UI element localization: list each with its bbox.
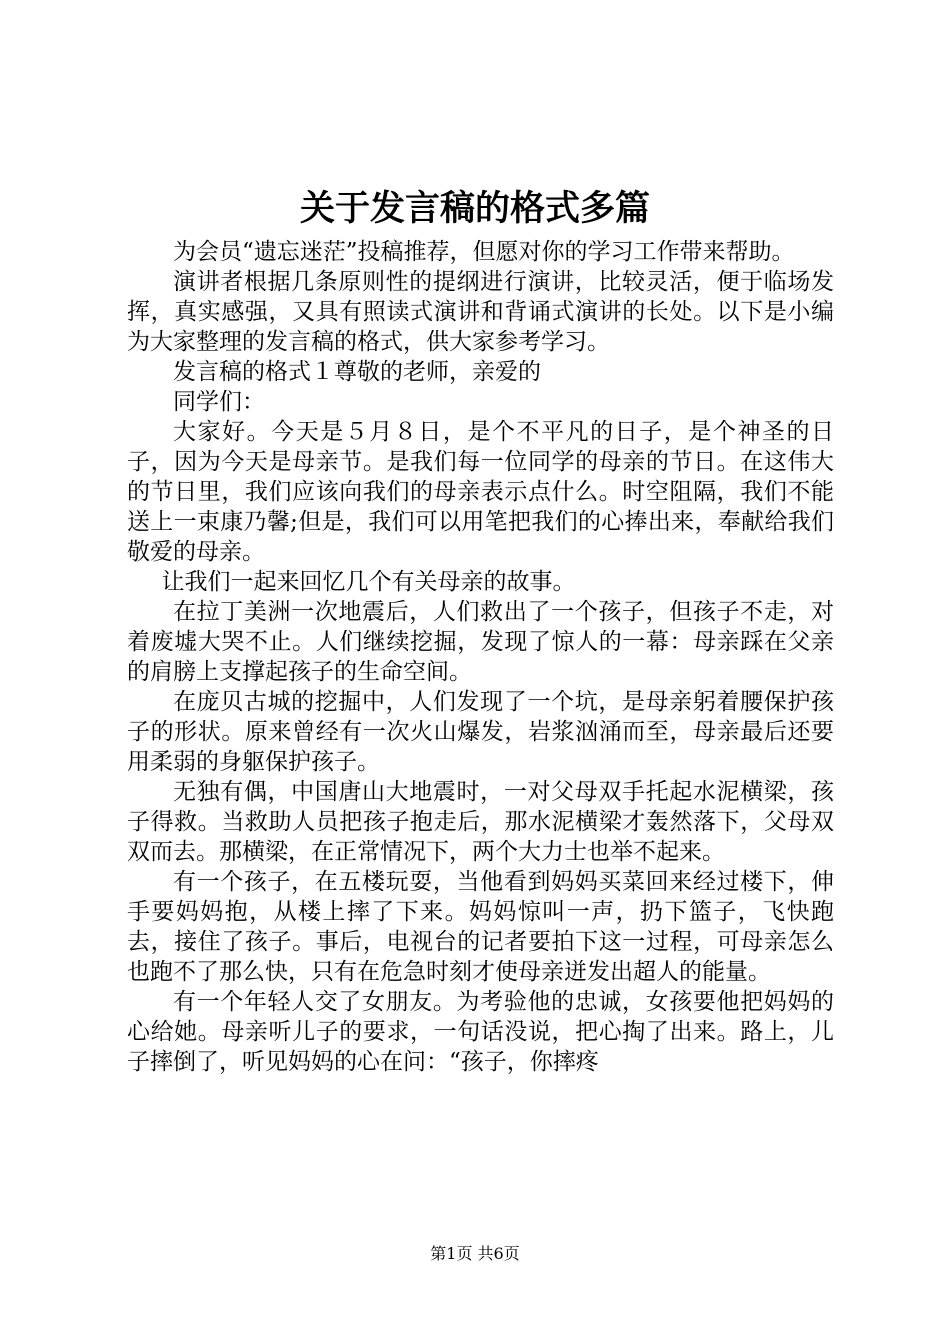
paragraph-recall: 让我们一起来回忆几个有关母亲的故事。 (161, 569, 576, 595)
paragraph-speech-method: 演讲者根据几条原则性的提纲进行演讲，比较灵活，便于临场发挥，真实感强，又具有照读式演讲和背诵式演讲的长处。以下是小编为大家整理的发言稿的格式，供大家参考学习。 (127, 269, 834, 355)
paragraph-latin-america: 在拉丁美洲一次地震后，人们救出了一个孩子，但孩子不走，对着废墟大哭不止。人们继续挖掘，发现了惊人的一幕：母亲踩在父亲的肩膀上支撑起孩子的生命空间。 (127, 599, 834, 685)
paragraph-salutation: 同学们： (173, 389, 265, 415)
paragraph-intro: 为会员“遗忘迷茫”投稿推荐，但愿对你的学习工作带来帮助。 (173, 239, 795, 265)
paragraph-fifth-floor: 有一个孩子，在五楼玩耍，当他看到妈妈买菜回来经过楼下，伸手要妈妈抱，从楼上摔了下来。妈妈惊叫一声，扔下篮子，飞快跑去，接住了孩子。事后，电视台的记者要拍下这一过程，可母亲怎么也跑不了那么快，只有在危急时刻才使母亲迸发出超人的能量。 (127, 869, 834, 985)
paragraph-young-man: 有一个年轻人交了女朋友。为考验他的忠诚，女孩要他把妈妈的心给她。母亲听儿子的要求，一句话没说，把心掏了出来。路上，儿子摔倒了，听见妈妈的心在问：“孩子，你摔疼 (127, 989, 834, 1075)
document-title: 关于发言稿的格式多篇 (299, 188, 650, 229)
document-body (127, 237, 834, 1077)
paragraph-format-heading: 发言稿的格式１尊敬的老师，亲爱的 (173, 359, 541, 385)
paragraph-pompeii: 在庞贝古城的挖掘中，人们发现了一个坑，是母亲躬着腰保护孩子的形状。原来曾经有一次火山爆发，岩浆汹涌而至，母亲最后还要用柔弱的身躯保护孩子。 (127, 689, 834, 775)
page-footer: 第1页 共6页 (430, 1244, 520, 1263)
paragraph-tangshan: 无独有偶，中国唐山大地震时，一对父母双手托起水泥横梁，孩子得救。当救助人员把孩子抱走后，那水泥横梁才轰然落下，父母双双而去。那横梁，在正常情况下，两个大力士也举不起来。 (127, 779, 834, 865)
paragraph-mothers-day: 大家好。今天是５月８日，是个不平凡的日子，是个神圣的日子，因为今天是母亲节。是我们每一位同学的母亲的节日。在这伟大的节日里，我们应该向我们的母亲表示点什么。时空阻隔，我们不能送上一束康乃馨;但是，我们可以用笔把我们的心捧出来，奉献给我们敬爱的母亲。 (127, 419, 834, 565)
